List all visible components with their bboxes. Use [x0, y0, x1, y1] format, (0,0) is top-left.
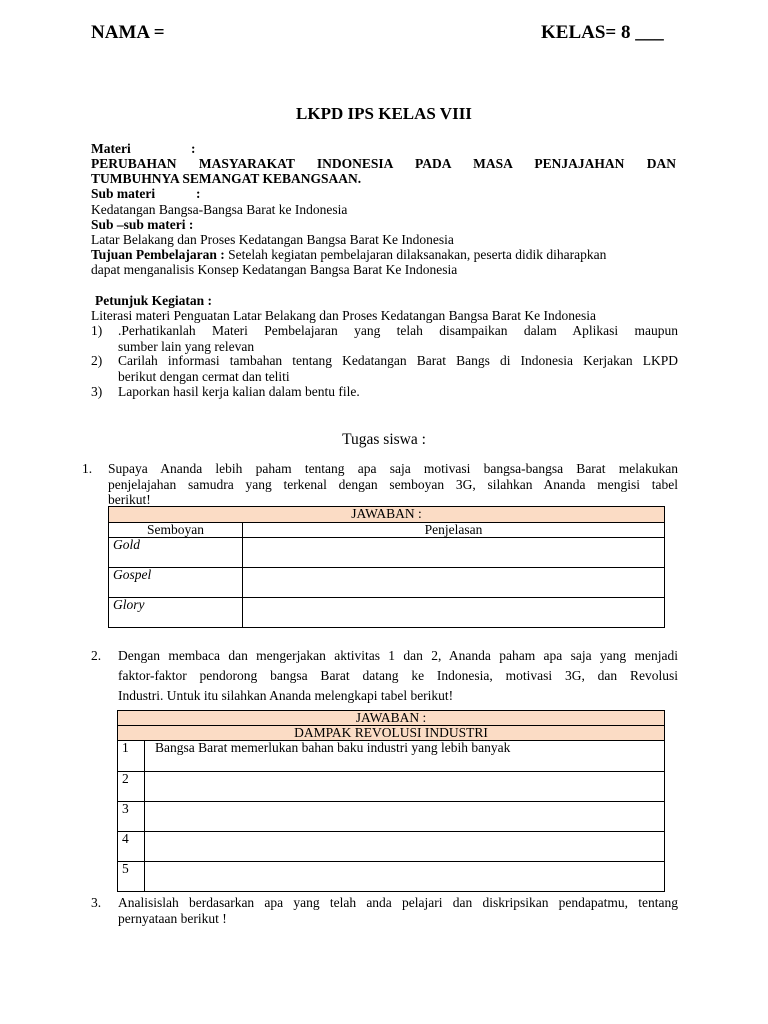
penjelasan-cell[interactable]: [243, 598, 665, 628]
row-number: 1: [118, 741, 145, 772]
column-header: Semboyan: [109, 523, 243, 538]
column-header: Penjelasan: [243, 523, 665, 538]
question-2: 2. Dengan membaca dan mengerjakan aktivitas 1 dan 2, Ananda paham apa saja yang menjadi faktor-faktor pendorong bangsa Barat datang ke Indonesia, motivasi 3G, dan Revolusi Industri. Untuk itu silahkan Ananda melengkapi tabel berikut!: [91, 648, 678, 703]
row-number: 2: [118, 772, 145, 802]
penjelasan-cell[interactable]: [243, 568, 665, 598]
petunjuk-item: 1) .Perhatikanlah Materi Pembelajaran yang telah disampaikan dalam Aplikasi maupun sumber lain yang relevan: [91, 323, 678, 354]
row-number: 3: [118, 802, 145, 832]
sub-materi-label: Sub materi: [91, 186, 156, 201]
tujuan-text-1: Setelah kegiatan pembelajaran dilaksanakan, peserta didik diharapkan: [228, 247, 607, 262]
semboyan-cell: Gospel: [109, 568, 243, 598]
row-number: 5: [118, 862, 145, 892]
question-3: 3. Analisislah berdasarkan apa yang telah anda pelajari dan diskripsikan pendapatmu, tentang pernyataan berikut !: [91, 895, 678, 926]
dampak-cell[interactable]: Bangsa Barat memerlukan bahan baku industri yang lebih banyak: [145, 741, 665, 772]
kelas-field: KELAS= 8 ___: [541, 22, 664, 43]
tujuan-line-2: dapat menganalisis Konsep Kedatangan Bangsa Barat Ke Indonesia: [91, 262, 458, 277]
dampak-cell[interactable]: [145, 802, 665, 832]
page-title: LKPD IPS KELAS VIII: [296, 104, 472, 123]
materi-line-2: TUMBUHNYA SEMANGAT KEBANGSAAN.: [91, 171, 362, 186]
sub-sub-materi-label: Sub –sub materi :: [91, 217, 194, 232]
dampak-cell[interactable]: [145, 862, 665, 892]
dampak-cell[interactable]: [145, 832, 665, 862]
dampak-cell[interactable]: [145, 772, 665, 802]
row-number: 4: [118, 832, 145, 862]
materi-label: Materi: [91, 141, 131, 156]
sub-sub-materi-value: Latar Belakang dan Proses Kedatangan Bangsa Barat Ke Indonesia: [91, 232, 454, 247]
dampak-table: [117, 710, 665, 892]
materi-colon: :: [191, 141, 196, 156]
nama-field: NAMA =: [91, 22, 165, 43]
penjelasan-cell[interactable]: [243, 538, 665, 568]
sub-materi-colon: :: [196, 186, 201, 201]
table-subheader: DAMPAK REVOLUSI INDUSTRI: [118, 726, 665, 741]
table-header: JAWABAN :: [118, 711, 665, 726]
tujuan-line-1: [91, 247, 677, 263]
tujuan-label: Tujuan Pembelajaran :: [91, 247, 225, 262]
semboyan-table: [108, 506, 665, 628]
petunjuk-label: Petunjuk Kegiatan :: [95, 293, 213, 308]
table-header: JAWABAN :: [109, 507, 665, 523]
petunjuk-item: 2) Carilah informasi tambahan tentang Kedatangan Barat Bangs di Indonesia Kerjakan LKPD berikut dengan cermat dan teliti: [91, 353, 678, 384]
petunjuk-item: 3) Laporkan hasil kerja kalian dalam bentu file.: [91, 384, 360, 399]
tugas-title: Tugas siswa :: [342, 431, 426, 448]
semboyan-cell: Gold: [109, 538, 243, 568]
materi-line-1: PERUBAHAN MASYARAKAT INDONESIA PADA MASA PENJAJAHAN DAN: [91, 156, 676, 171]
petunjuk-intro: Literasi materi Penguatan Latar Belakang dan Proses Kedatangan Bangsa Barat Ke Indonesia: [91, 308, 596, 323]
question-1: 1. Supaya Ananda lebih paham tentang apa saja motivasi bangsa-bangsa Barat melakukan penjelajahan samudra yang terkenal dengan semboyan 3G, silahkan Ananda mengisi tabel berikut!: [82, 461, 678, 507]
sub-materi-value: Kedatangan Bangsa-Bangsa Barat ke Indonesia: [91, 202, 348, 217]
semboyan-cell: Glory: [109, 598, 243, 628]
